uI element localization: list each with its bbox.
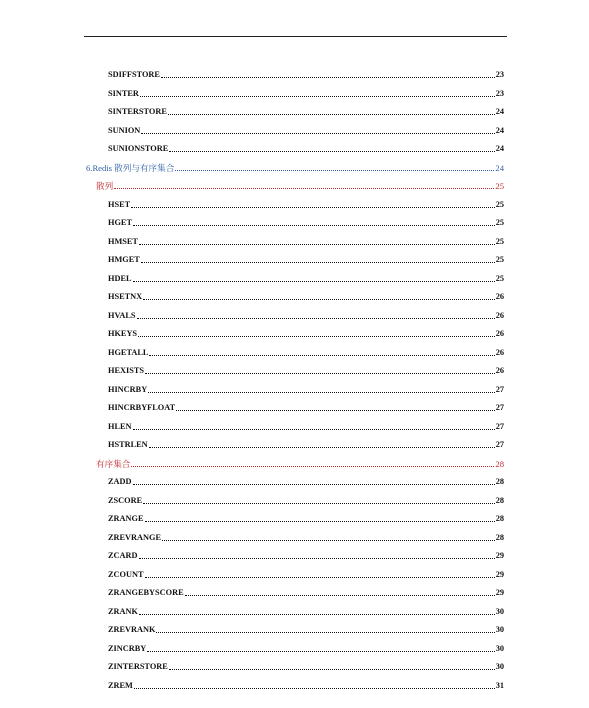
toc-entry-page-number: 25 xyxy=(495,236,504,246)
toc-entry[interactable] xyxy=(108,270,504,288)
toc-entry-title: ZRANGEBYSCORE xyxy=(108,588,184,597)
toc-entry-title: ZRANK xyxy=(108,606,138,616)
toc-entry[interactable] xyxy=(108,122,504,140)
toc-dot-leader xyxy=(139,614,495,615)
toc-dot-leader xyxy=(145,577,495,578)
toc-entry[interactable] xyxy=(108,640,504,658)
toc-entry[interactable] xyxy=(108,307,504,325)
toc-dot-leader xyxy=(169,151,494,152)
toc-entry-page-number: 25 xyxy=(495,273,504,283)
toc-entry[interactable] xyxy=(108,473,504,491)
toc-entry[interactable] xyxy=(108,196,504,214)
toc-entry-title: HEXISTS xyxy=(108,366,144,375)
toc-entry-page-number: 28 xyxy=(495,532,504,542)
toc-entry-title: SDIFFSTORE xyxy=(108,70,160,79)
toc-entry-title: HKEYS xyxy=(108,329,138,338)
toc-entry-title: HSET xyxy=(108,199,131,209)
toc-entry[interactable] xyxy=(96,455,504,473)
toc-entry[interactable] xyxy=(108,251,504,269)
toc-dot-leader xyxy=(133,225,495,226)
toc-entry-page-number: 25 xyxy=(495,181,504,191)
toc-dot-leader xyxy=(140,96,495,97)
toc-entry-page-number: 30 xyxy=(495,625,504,634)
toc-entry-page-number: 28 xyxy=(495,458,504,469)
toc-entry-page-number: 27 xyxy=(495,403,504,412)
toc-entry-page-number: 30 xyxy=(495,643,504,653)
toc-dot-leader xyxy=(138,336,495,337)
toc-entry-page-number: 29 xyxy=(495,551,504,560)
toc-entry-page-number: 26 xyxy=(495,347,504,357)
toc-dot-leader xyxy=(145,521,495,522)
toc-entry-title: HLEN xyxy=(108,421,132,431)
toc-dot-leader xyxy=(141,133,494,134)
toc-entry-title: HMSET xyxy=(108,236,138,246)
toc-dot-leader xyxy=(175,170,494,171)
toc-entry-title: HVALS xyxy=(108,310,136,320)
toc-entry[interactable] xyxy=(108,566,504,584)
toc-entry[interactable] xyxy=(108,214,504,232)
toc-entry-title: ZADD xyxy=(108,477,132,486)
toc-entry[interactable] xyxy=(108,344,504,362)
toc-entry[interactable] xyxy=(108,140,504,158)
toc-entry-page-number: 27 xyxy=(495,440,504,449)
toc-dot-leader xyxy=(161,77,495,78)
toc-entry-title: HDEL xyxy=(108,273,132,283)
toc-entry-page-number: 24 xyxy=(495,107,504,116)
toc-entry[interactable] xyxy=(108,529,504,547)
toc-entry-page-number: 28 xyxy=(495,514,504,523)
toc-entry[interactable] xyxy=(108,362,504,380)
toc-dot-leader xyxy=(147,651,494,652)
toc-dot-leader xyxy=(185,595,495,596)
toc-entry-title: SUNIONSTORE xyxy=(108,144,169,153)
toc-entry[interactable] xyxy=(108,584,504,602)
toc-entry-title: ZREVRANK xyxy=(108,625,156,634)
toc-entry-title: ZRANGE xyxy=(108,514,144,523)
toc-entry-page-number: 30 xyxy=(495,662,504,671)
toc-entry-title: HSTRLEN xyxy=(108,440,148,449)
toc-dot-leader xyxy=(133,281,495,282)
header-rule xyxy=(84,36,507,37)
toc-entry-title: HGETALL xyxy=(108,347,149,357)
toc-entry[interactable] xyxy=(108,677,504,695)
toc-entry[interactable] xyxy=(108,85,504,103)
toc-entry-page-number: 25 xyxy=(495,255,504,264)
toc-entry-title: SUNION xyxy=(108,125,141,135)
toc-dot-leader xyxy=(176,410,495,411)
toc-entry-title: ZCARD xyxy=(108,551,138,560)
toc-entry[interactable] xyxy=(108,603,504,621)
toc-entry[interactable] xyxy=(108,325,504,343)
toc-entry-title: HGET xyxy=(108,218,132,227)
toc-entry-title: 散列 xyxy=(96,181,114,191)
toc-dot-leader xyxy=(134,688,495,689)
toc-entry-page-number: 26 xyxy=(495,366,504,375)
toc-dot-leader xyxy=(131,207,495,208)
toc-entry-title: SINTER xyxy=(108,88,139,98)
toc-dot-leader xyxy=(149,447,495,448)
toc-entry[interactable] xyxy=(108,621,504,639)
toc-dot-leader xyxy=(133,429,495,430)
toc-dot-leader xyxy=(133,484,495,485)
toc-entry-page-number: 26 xyxy=(495,292,504,301)
toc-dot-leader xyxy=(143,503,495,504)
toc-entry-title: HINCRBY xyxy=(108,384,148,394)
toc-entry[interactable] xyxy=(108,399,504,417)
toc-entry-page-number: 26 xyxy=(495,329,504,338)
toc-dot-leader xyxy=(156,632,494,633)
toc-entry[interactable] xyxy=(86,159,504,177)
toc-entry-page-number: 24 xyxy=(495,162,504,173)
toc-entry[interactable] xyxy=(108,103,504,121)
toc-dot-leader xyxy=(169,669,495,670)
toc-dot-leader xyxy=(114,188,494,189)
toc-entry-title: HINCRBYFLOAT xyxy=(108,403,176,412)
toc-entry-title: HMGET xyxy=(108,255,140,264)
toc-entry-title: ZINTERSTORE xyxy=(108,662,168,671)
toc-entry-title: 有序集合 xyxy=(96,458,131,469)
toc-entry[interactable] xyxy=(96,177,504,195)
toc-entry-page-number: 27 xyxy=(495,421,504,431)
toc-entry-title: SINTERSTORE xyxy=(108,107,167,116)
toc-dot-leader xyxy=(168,114,495,115)
toc-entry[interactable] xyxy=(108,492,504,510)
toc-dot-leader xyxy=(148,392,495,393)
toc-entry-page-number: 27 xyxy=(495,384,504,394)
toc-entry-title: ZCOUNT xyxy=(108,569,144,579)
toc-entry-page-number: 24 xyxy=(495,144,504,153)
toc-entry-page-number: 23 xyxy=(495,88,504,98)
toc-entry-page-number: 28 xyxy=(495,495,504,505)
toc-dot-leader xyxy=(139,244,495,245)
toc-entry-page-number: 25 xyxy=(495,199,504,209)
toc-dot-leader xyxy=(145,373,495,374)
toc-entry-page-number: 23 xyxy=(495,70,504,79)
toc-entry-title: ZSCORE xyxy=(108,495,143,505)
toc-entry[interactable] xyxy=(108,658,504,676)
toc-dot-leader xyxy=(137,318,495,319)
toc-dot-leader xyxy=(141,262,495,263)
toc-entry[interactable] xyxy=(108,66,504,84)
toc-dot-leader xyxy=(162,540,495,541)
toc-entry-page-number: 29 xyxy=(495,569,504,579)
toc-entry[interactable] xyxy=(108,436,504,454)
toc-entry-title: ZREVRANGE xyxy=(108,532,162,542)
toc-dot-leader xyxy=(143,299,495,300)
toc-dot-leader xyxy=(149,355,494,356)
toc-entry-page-number: 30 xyxy=(495,606,504,616)
toc-dot-leader xyxy=(131,466,494,467)
toc-entry-page-number: 26 xyxy=(495,310,504,320)
toc-entry[interactable] xyxy=(108,288,504,306)
toc-entry-title: HSETNX xyxy=(108,292,143,301)
toc-entry[interactable] xyxy=(108,510,504,528)
toc-entry[interactable] xyxy=(108,233,504,251)
toc-entry[interactable] xyxy=(108,418,504,436)
toc-entry[interactable] xyxy=(108,381,504,399)
toc-entry-title: 6.Redis 散列与有序集合 xyxy=(86,162,175,173)
toc-entry-page-number: 24 xyxy=(495,125,504,135)
toc-entry-page-number: 31 xyxy=(495,680,504,690)
toc-dot-leader xyxy=(139,558,495,559)
toc-entry-title: ZINCRBY xyxy=(108,643,147,653)
toc-entry-page-number: 28 xyxy=(495,477,504,486)
toc-entry[interactable] xyxy=(108,547,504,565)
toc-entry-title: ZREM xyxy=(108,680,133,690)
toc-entry-page-number: 29 xyxy=(495,588,504,597)
toc-entry-page-number: 25 xyxy=(495,218,504,227)
